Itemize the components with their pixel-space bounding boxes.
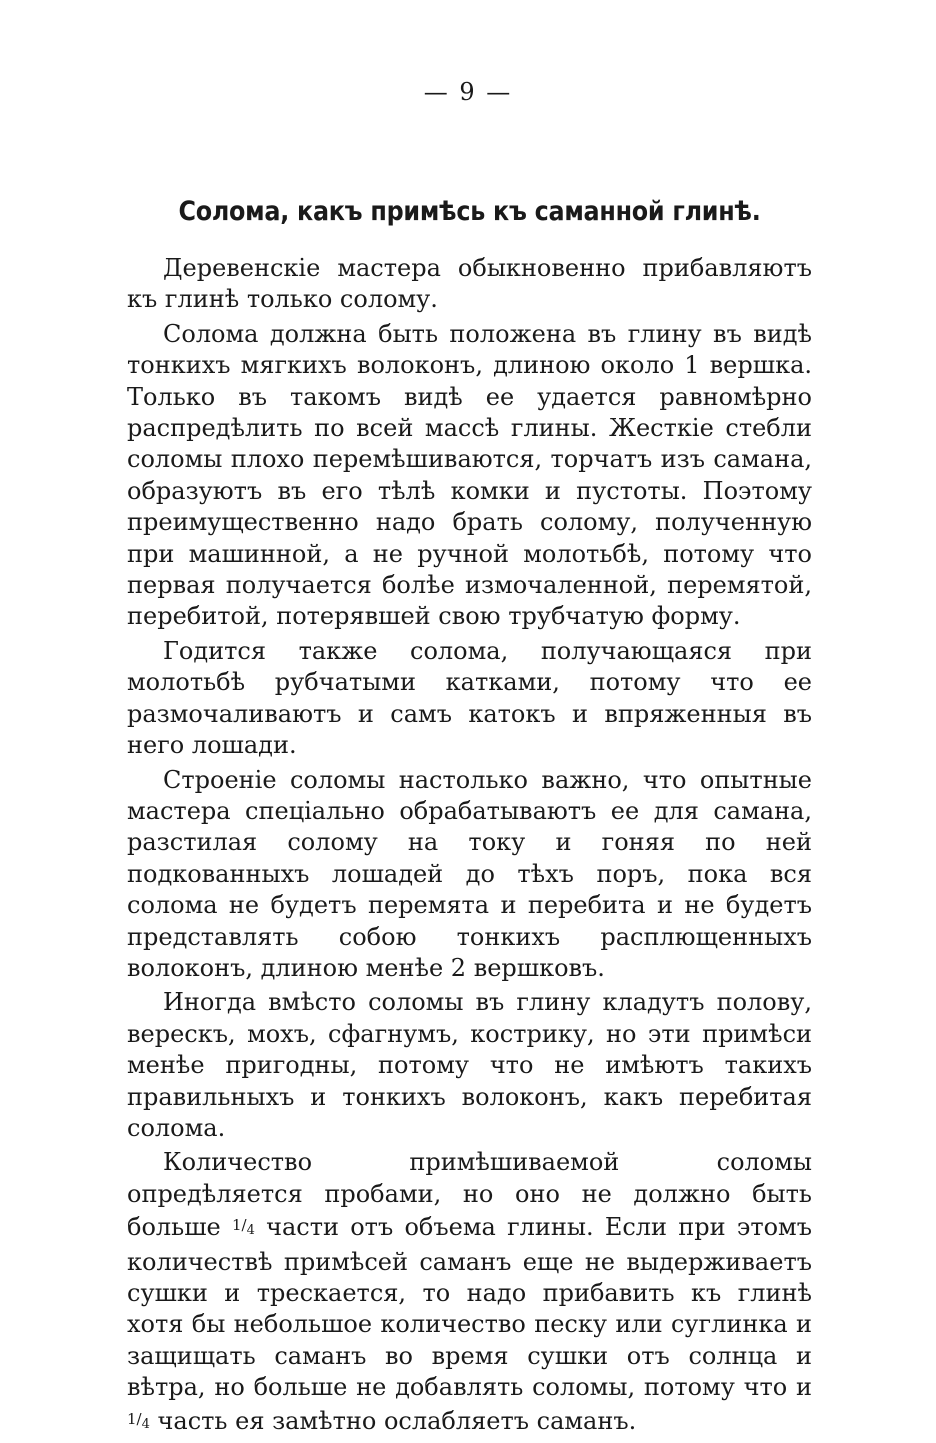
paragraph-6-part-2: части отъ объема глины. Если при этомъ количествѣ примѣсей саманъ еще не выдерживаетъ сушки и трескается, то надо прибавить къ глинѣ хотя бы небольшое количество песку или суглинка и защищать саманъ во время сушки отъ солнца и вѣтра, но больше не добавлять соломы, потому что и (127, 1213, 812, 1402)
paragraph-5: Иногда вмѣсто соломы въ глину кладутъ полову, верескъ, мохъ, сфагнумъ, кострику, но эти примѣси менѣе пригодны, потому что не имѣютъ такихъ правильныхъ и тонкихъ волоконъ, какъ перебитая солома. (127, 988, 812, 1142)
paragraph-3: Годится также солома, получающаяся при молотьбѣ рубчатыми катками, потому что ее размочаливаютъ и самъ катокъ и впряженныя въ него лошади. (127, 636, 812, 760)
fraction-denominator: 4 (246, 1223, 255, 1239)
paragraph-6-part-3: часть ея замѣтно ослабляетъ саманъ. (149, 1406, 637, 1435)
fraction-one-quarter-2: 1/4 (127, 1409, 150, 1432)
paragraph-4: Строеніе соломы настолько важно, что опытные мастера спеціально обрабатываютъ ее для самана, разстилая солому на току и гоняя по ней подкованныхъ лошадей до тѣхъ поръ, пока вся солома не будетъ перемята и перебита и не будетъ представлять собою тонкихъ расплющенныхъ волоконъ, длиною менѣе 2 вершковъ. (127, 765, 812, 982)
paragraph-6-part-1: Количество примѣшиваемой соломы опредѣляется пробами, но оно не должно быть больше (127, 1148, 812, 1242)
fraction-numerator: 1 (231, 1216, 242, 1235)
paragraph-6 (127, 1147, 812, 1440)
paragraph-2: Солома должна быть положена въ глину въ видѣ тонкихъ мягкихъ волоконъ, длиною около 1 вершка. Только въ такомъ видѣ ее удается равномѣрно распредѣлить по всей массѣ глины. Жесткіе стебли соломы плохо перемѣшиваются, торчатъ изъ самана, образуютъ въ его тѣлѣ комки и пустоты. Поэтому преимущественно надо брать солому, полученную при машинной, а не ручной молотьбѣ, потому что первая получается болѣе измочаленной, перемятой, перебитой, потерявшей свою трубчатую форму. (127, 319, 812, 631)
page-number: — 9 — (423, 78, 513, 106)
fraction-denominator-2: 4 (141, 1416, 150, 1432)
fraction-numerator-2: 1 (127, 1409, 137, 1428)
section-heading: Солома, какъ примѣсь къ саманной глинѣ. (178, 196, 761, 227)
fraction-one-quarter: 1/4 (231, 1216, 255, 1239)
body-text (127, 253, 812, 1443)
paragraph-1: Деревенскіе мастера обыкновенно прибавляютъ къ глинѣ только солому. (127, 254, 812, 314)
